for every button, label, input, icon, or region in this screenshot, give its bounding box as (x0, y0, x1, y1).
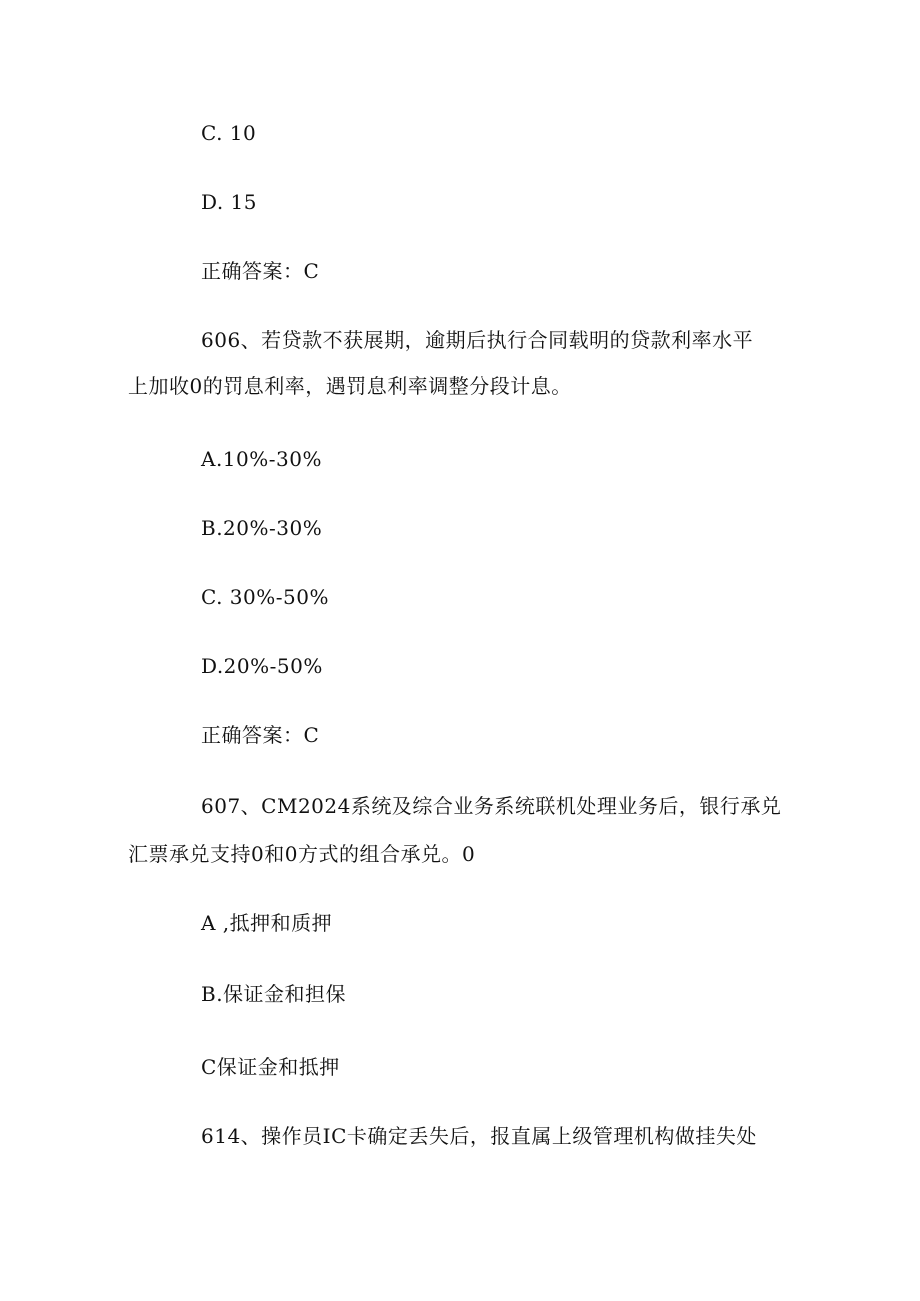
option-607-c: C保证金和抵押 (201, 1055, 340, 1079)
option-606-b: B.20%-30% (201, 516, 323, 540)
option-c-prev: C. 10 (201, 121, 257, 145)
option-606-c: C. 30%-50% (201, 585, 329, 609)
answer-606: 正确答案：C (201, 723, 320, 747)
question-614-line1: 614、操作员IC卡确定丢失后，报直属上级管理机构做挂失处 (201, 1124, 757, 1148)
option-d-prev: D. 15 (201, 190, 257, 214)
question-607-line2: 汇票承兑支持0和0方式的组合承兑。0 (128, 842, 476, 866)
option-606-d: D.20%-50% (201, 654, 323, 678)
question-606-line2: 上加收0的罚息利率，遇罚息利率调整分段计息。 (128, 374, 572, 398)
question-607-line1: 607、CM2024系统及综合业务系统联机处理业务后，银行承兑 (201, 794, 782, 818)
option-607-b: B.保证金和担保 (201, 982, 347, 1006)
question-606-line1: 606、若贷款不获展期，逾期后执行合同载明的贷款利率水平 (201, 328, 754, 352)
option-606-a: A.10%-30% (201, 447, 322, 471)
option-607-a: A ,抵押和质押 (201, 911, 333, 935)
answer-prev: 正确答案：C (201, 259, 320, 283)
